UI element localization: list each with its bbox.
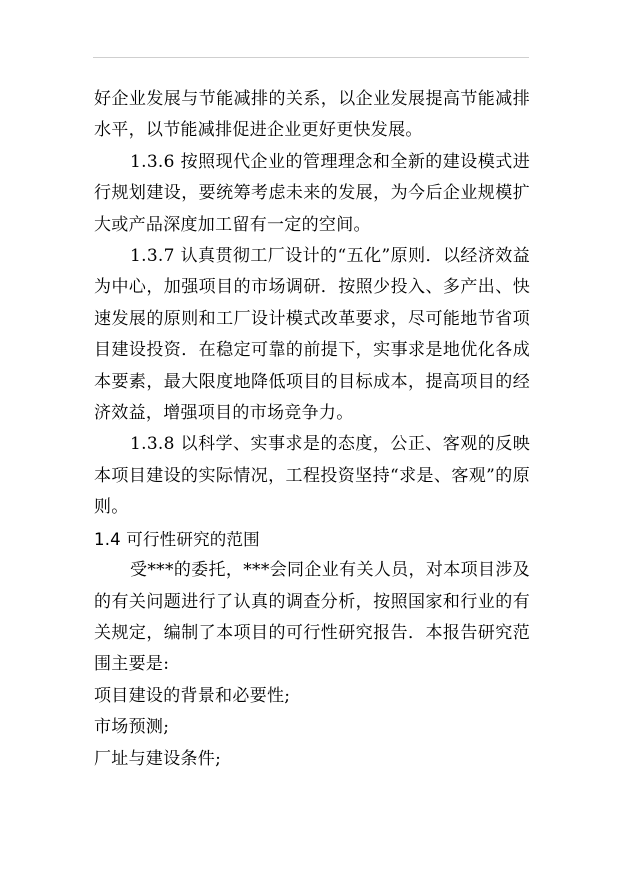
document-body — [94, 84, 530, 775]
paragraph-1-3-6: 1.3.6 按照现代企业的管理理念和全新的建设模式进行规划建设，要统筹考虑未来的发展，为今后企业规模扩大或产品深度加工留有一定的空间。 — [94, 151, 530, 235]
paragraph-1-3-7: 1.3.7 认真贯彻工厂设计的“五化”原则．以经济效益为中心，加强项目的市场调研．按照少投入、多产出、快速发展的原则和工厂设计模式改革要求，尽可能地节省项目建设投资．在稳定可靠的前提下，实事求是地优化各成本要素，最大限度地降低项目的目标成本，提高项目的经济效益，增强项目的市场竞争力。 — [94, 246, 530, 424]
scope-intro-paragraph: 受***的委托，***会同企业有关人员，对本项目涉及的有关问题进行了认真的调查分析，按照国家和行业的有关规定，编制了本项目的可行性研究报告．本报告研究范围主要是: — [94, 560, 530, 675]
paragraph-1-3-8: 1.3.8 以科学、实事求是的态度，公正、客观的反映本项目建设的实际情况，工程投资坚持“求是、客观”的原则。 — [94, 434, 530, 518]
scope-item: 厂址与建设条件; — [94, 748, 222, 769]
section-heading: 1.4 可行性研究的范围 — [94, 529, 260, 549]
paragraph-continuation: 好企业发展与节能减排的关系，以企业发展提高节能减排水平，以节能减排促进企业更好更快发展。 — [94, 89, 530, 141]
scope-item: 项目建设的背景和必要性; — [94, 685, 291, 706]
scope-item: 市场预测; — [94, 717, 170, 738]
header-rule — [93, 57, 529, 58]
